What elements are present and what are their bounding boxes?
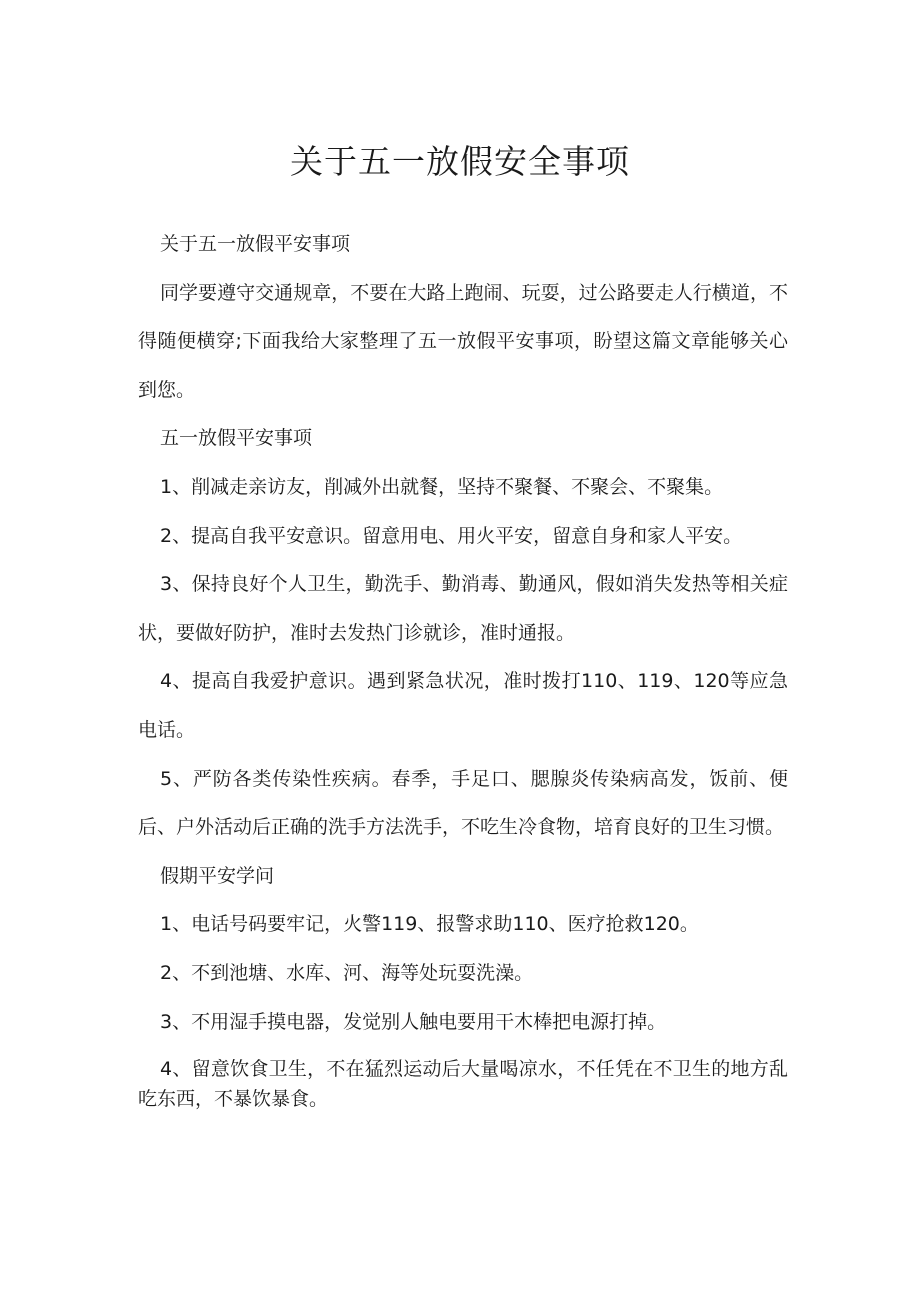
paragraph-item-4: 4、提高自我爱护意识。遇到紧急状况，准时拨打110、119、120等应急电话。	[138, 670, 788, 741]
paragraph-item-5: 5、严防各类传染性疾病。春季，手足口、腮腺炎传染病高发，饭前、便后、户外活动后正确的洗手方法洗手，不吃生冷食物，培育良好的卫生习惯。	[138, 767, 788, 839]
paragraph-item-1: 1、削减走亲访友，削减外出就餐，坚持不聚餐、不聚会、不聚集。	[160, 475, 724, 498]
paragraph-knowledge-3: 3、不用湿手摸电器，发觉别人触电要用干木棒把电源打掉。	[160, 1010, 667, 1033]
document-title: 关于五一放假安全事项	[290, 142, 630, 181]
paragraph-intro: 同学要遵守交通规章，不要在大路上跑闹、玩耍，过公路要走人行横道，不得随便横穿;下面我给大家整理了五一放假平安事项，盼望这篇文章能够关心到您。	[138, 281, 788, 401]
paragraph-item-2: 2、提高自我平安意识。留意用电、用火平安，留意自身和家人平安。	[160, 524, 743, 547]
paragraph-knowledge-4: 4、留意饮食卫生，不在猛烈运动后大量喝凉水，不任凭在不卫生的地方乱吃东西，不暴饮暴食。	[138, 1058, 788, 1111]
paragraph-item-3: 3、保持良好个人卫生，勤洗手、勤消毒、勤通风，假如消失发热等相关症状，要做好防护，准时去发热门诊就诊，准时通报。	[138, 573, 788, 644]
paragraph-knowledge-1: 1、电话号码要牢记，火警119、报警求助110、医疗抢救120。	[160, 913, 699, 936]
document-body	[138, 220, 788, 1114]
paragraph-heading-knowledge: 假期平安学问	[160, 864, 275, 887]
paragraph-knowledge-2: 2、不到池塘、水库、河、海等处玩耍洗澡。	[160, 961, 534, 984]
paragraph-heading-holiday-safety: 五一放假平安事项	[160, 427, 313, 450]
paragraph-subtitle: 关于五一放假平安事项	[160, 233, 351, 255]
